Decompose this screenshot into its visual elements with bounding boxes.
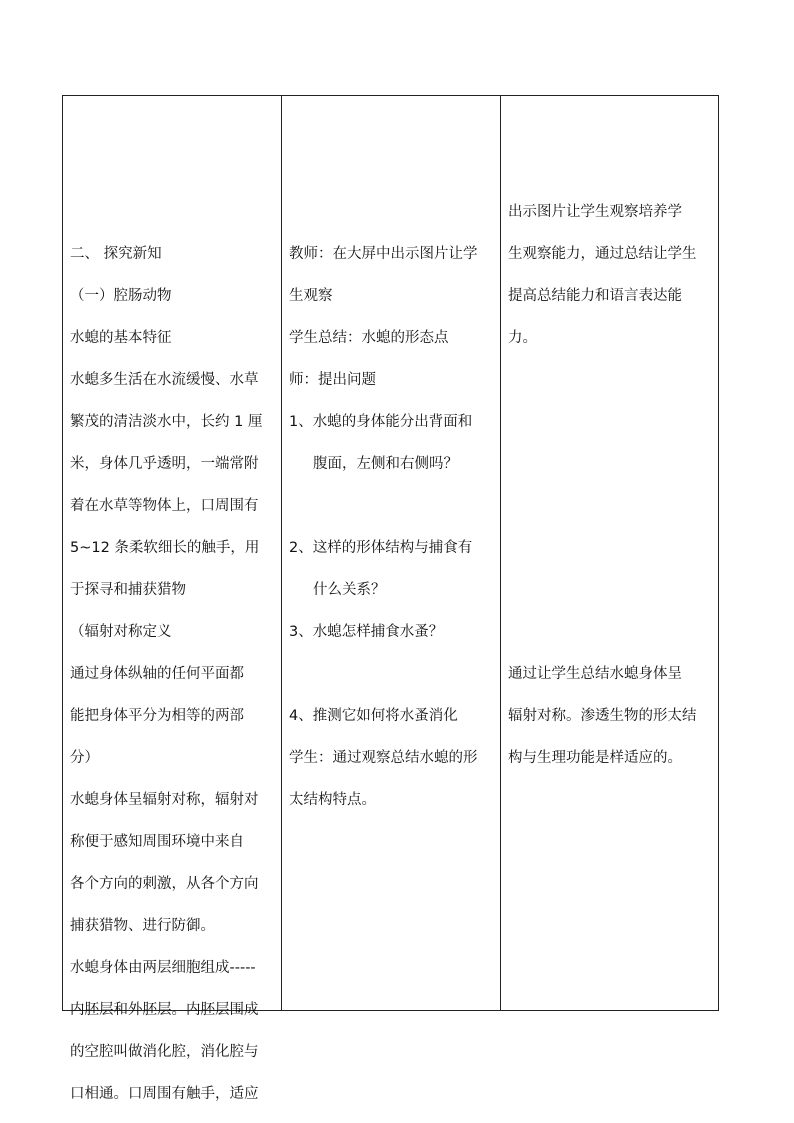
symmetry-line: 捕获猎物、进行防御。 — [70, 918, 215, 934]
subsection-title: （一）腔肠动物 — [70, 288, 172, 304]
definition-line: 通过身体纵轴的任何平面都 — [70, 666, 244, 682]
question-2-continued: 什么关系？ — [313, 582, 386, 598]
structure-line: 口相通。口周围有触手，适应 — [70, 1086, 259, 1102]
topic-title: 水螅的基本特征 — [70, 330, 172, 346]
habitat-line: 5~12 条柔软细长的触手，用 — [70, 540, 260, 556]
intent-line: 力。 — [508, 330, 537, 346]
intent-line: 生观察能力，通过总结让学生 — [508, 246, 697, 262]
teaching-content-column — [63, 96, 282, 1102]
teacher-question-intro: 师：提出问题 — [289, 372, 376, 388]
teacher-instruction-line: 教师：在大屏中出示图片让学 — [289, 246, 478, 262]
student-answer-line: 学生：通过观察总结水螅的形 — [289, 750, 478, 766]
symmetry-line: 各个方向的刺激，从各个方向 — [70, 876, 259, 892]
structure-line: 水螅身体由两层细胞组成----- — [70, 960, 256, 976]
section-heading: 二、 探究新知 — [70, 246, 162, 262]
symmetry-line: 称便于感知周围环境中来自 — [70, 834, 244, 850]
definition-line: （辐射对称定义 — [70, 624, 172, 640]
question-2: 2、这样的形体结构与捕食有 — [289, 540, 473, 556]
intent-line: 出示图片让学生观察培养学 — [508, 204, 682, 220]
teacher-instruction-line: 生观察 — [289, 288, 333, 304]
question-4: 4、推测它如何将水蚤消化 — [289, 708, 458, 724]
question-1-continued: 腹面，左侧和右侧吗？ — [313, 456, 458, 472]
habitat-line: 繁茂的清洁淡水中，长约 1 厘 — [70, 414, 263, 430]
lesson-plan-table — [62, 95, 719, 1102]
habitat-line: 水螅多生活在水流缓慢、水草 — [70, 372, 259, 388]
structure-line: 内胚层和外胚层。内胚层围成 — [70, 1002, 259, 1018]
question-1: 1、水螅的身体能分出背面和 — [289, 414, 473, 430]
definition-line: 能把身体平分为相等的两部 — [70, 708, 244, 724]
intent-line: 构与生理功能是样适应的。 — [508, 750, 682, 766]
symmetry-line: 水螅身体呈辐射对称，辐射对 — [70, 792, 259, 808]
structure-line: 的空腔叫做消化腔，消化腔与 — [70, 1044, 259, 1060]
activities-column — [282, 96, 501, 1010]
intent-line: 提高总结能力和语言表达能 — [508, 288, 682, 304]
student-answer-line: 太结构特点。 — [289, 792, 376, 808]
intent-line: 辐射对称。渗透生物的形太结 — [508, 708, 697, 724]
habitat-line: 米，身体几乎透明，一端常附 — [70, 456, 259, 472]
intent-line: 通过让学生总结水螅身体呈 — [508, 666, 682, 682]
habitat-line: 于探寻和捕获猎物 — [70, 582, 186, 598]
question-3: 3、水螅怎样捕食水蚤？ — [289, 624, 444, 640]
definition-line: 分） — [70, 750, 99, 766]
design-intent-column — [501, 96, 718, 1010]
student-summary: 学生总结：水螅的形态点 — [289, 330, 449, 346]
habitat-line: 着在水草等物体上，口周围有 — [70, 498, 259, 514]
